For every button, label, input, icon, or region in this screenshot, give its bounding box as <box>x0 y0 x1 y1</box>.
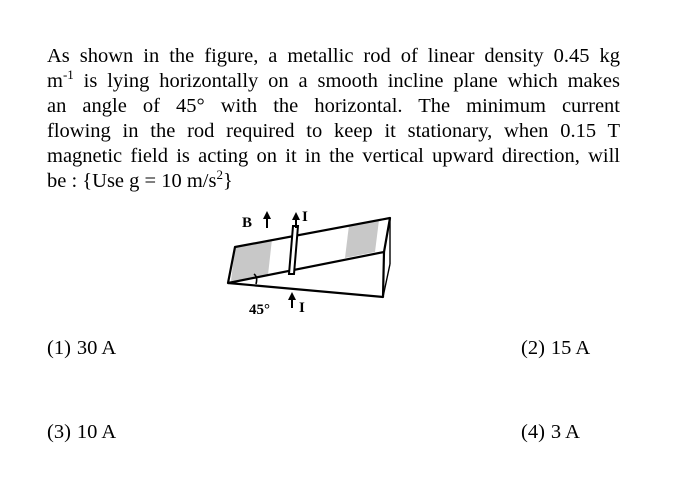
option-3-label: (3) <box>47 421 71 443</box>
question-line-3: an angle of 45° with the horizontal. The minimum current <box>47 95 620 117</box>
option-2-value: 15 A <box>550 337 591 359</box>
option-3[interactable] <box>47 420 116 444</box>
option-1[interactable] <box>47 336 116 360</box>
unit-exponent: -1 <box>62 67 74 83</box>
current-label-top: I <box>302 209 308 225</box>
option-2[interactable] <box>521 336 590 360</box>
angle-label: 45° <box>249 302 270 318</box>
incline-figure <box>220 206 400 321</box>
current-label-bottom: I <box>299 300 305 316</box>
option-4[interactable] <box>521 420 580 444</box>
option-1-value: 30 A <box>76 337 117 359</box>
question-line-2 <box>47 69 620 94</box>
b-field-label: B <box>242 215 253 231</box>
b-field-arrowhead <box>263 211 271 219</box>
given-g-exponent: 2 <box>216 167 223 183</box>
question-text <box>47 44 620 194</box>
option-2-label: (2) <box>521 337 545 359</box>
unit-m: m <box>47 70 63 92</box>
option-4-value: 3 A <box>550 421 580 443</box>
metallic-rod <box>289 226 298 274</box>
given-g-close: } <box>222 170 233 192</box>
option-3-value: 10 A <box>76 421 117 443</box>
question-line-6 <box>47 169 620 194</box>
question-line-5: magnetic field is acting on it in the vertical upward direction, will <box>47 145 620 167</box>
question-line-4: flowing in the rod required to keep it stationary, when 0.15 T <box>47 120 620 142</box>
option-4-label: (4) <box>521 421 545 443</box>
question-line-1: As shown in the figure, a metallic rod of linear density 0.45 kg <box>47 45 620 67</box>
current-arrowhead-top <box>292 212 300 220</box>
option-1-label: (1) <box>47 337 71 359</box>
question-line-2-rest: is lying horizontally on a smooth incline plane which makes <box>73 70 620 92</box>
given-g: be : {Use g = 10 m/s <box>47 170 217 192</box>
current-arrowhead-bottom <box>288 292 296 300</box>
